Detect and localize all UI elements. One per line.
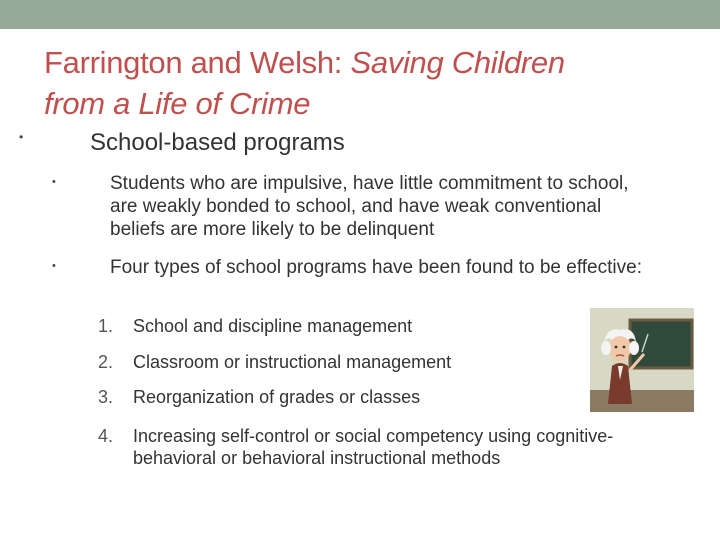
bullet-marker: • xyxy=(19,130,24,144)
bullet-students: Students who are impulsive, have little commitment to school, are weakly bonded to school, and have weak conventional beliefs are more likely to be delinquent xyxy=(110,173,629,240)
list-item: School and discipline management xyxy=(133,316,413,336)
slide-title xyxy=(44,42,684,124)
teacher-at-chalkboard-icon xyxy=(590,308,694,412)
title-plain: Farrington and Welsh: xyxy=(44,45,351,80)
bullet-four-types: Four types of school programs have been found to be effective: xyxy=(110,257,642,278)
list-item: Classroom or instructional management xyxy=(133,352,452,372)
list-number: 1. xyxy=(98,316,114,336)
list-number: 4. xyxy=(98,426,114,446)
list-number: 2. xyxy=(98,352,114,372)
list-number: 3. xyxy=(98,387,114,407)
title-italic-1: Saving Children xyxy=(350,45,565,80)
heading-school-programs: School-based programs xyxy=(90,129,345,156)
top-band xyxy=(0,0,720,29)
bullet-marker: • xyxy=(52,176,56,188)
list-item: Reorganization of grades or classes xyxy=(133,387,421,407)
title-italic-2: from a Life of Crime xyxy=(44,86,311,121)
bullet-marker: • xyxy=(52,260,56,272)
list-item: Increasing self-control or social competency using cognitive-behavioral or behavioral instructional methods xyxy=(133,426,614,468)
